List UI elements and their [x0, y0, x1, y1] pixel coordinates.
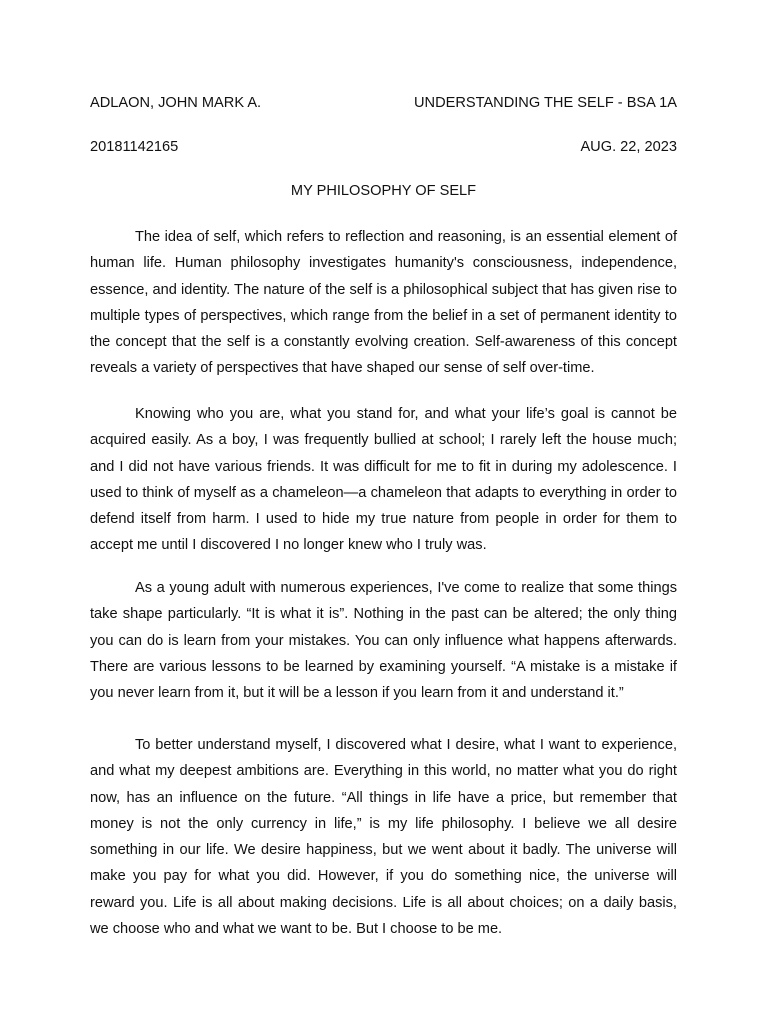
student-id: 20181142165: [90, 139, 179, 155]
document-title: MY PHILOSOPHY OF SELF: [290, 183, 477, 199]
paragraph-4: To better understand myself, I discovered what I desire, what I want to experience, and what my deepest ambitions are. Everything in this world, no matter what you do right now, has an influence on the future. “All things in life have a price, but remember that money is not the only currency in life,” is my life philosophy. I believe we all desire something in our life. We desire happiness, but we went about it badly. The universe will make you pay for what you did. However, if you do something nice, the universe will reward you. Life is all about making decisions. Life is all about choices; on a daily basis, we choose who and what we want to be. But I choose to be me.: [90, 737, 677, 938]
paragraph-2: Knowing who you are, what you stand for, and what your life’s goal is cannot be acquired easily. As a boy, I was frequently bullied at school; I rarely left the house much; and I did not have various friends. It was difficult for me to fit in during my adolescence. I used to think of myself as a chameleon—a chameleon that adapts to everything in order to defend itself from harm. I used to hide my true nature from people in order for them to accept me until I discovered I no longer knew who I truly was.: [90, 406, 677, 554]
paragraph-3: As a young adult with numerous experiences, I've come to realize that some things take shape particularly. “It is what it is”. Nothing in the past can be altered; the only thing you can do is learn from your mistakes. You can only influence what happens afterwards. There are various lessons to be learned by examining yourself. “A mistake is a mistake if you never learn from it, but it will be a lesson if you learn from it and understand it.”: [90, 580, 677, 702]
document-date: AUG. 22, 2023: [580, 139, 677, 155]
course-title: UNDERSTANDING THE SELF - BSA 1A: [413, 95, 677, 111]
header-row-name-course: [90, 94, 677, 112]
header-row-id-date: [90, 138, 677, 156]
document-page: [90, 0, 677, 1024]
student-name: ADLAON, JOHN MARK A.: [90, 95, 262, 111]
paragraph-1: The idea of self, which refers to reflection and reasoning, is an essential element of human life. Human philosophy investigates humanity's consciousness, independence, essence, and identity. The nature of the self is a philosophical subject that has given rise to multiple types of perspectives, which range from the belief in a set of permanent identity to the concept that the self is a constantly evolving creation. Self-awareness of this concept reveals a variety of perspectives that have shaped our sense of self over-time.: [90, 229, 677, 377]
